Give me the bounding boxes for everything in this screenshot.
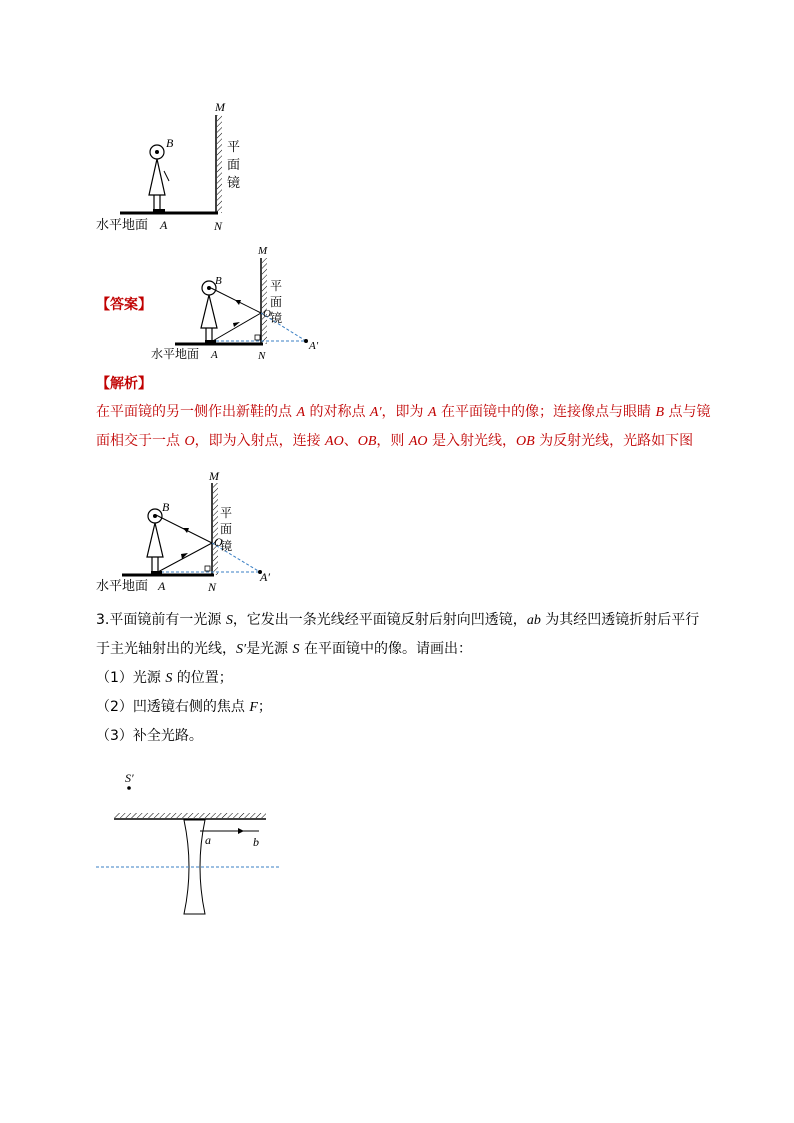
label-ground: 水平地面 (96, 217, 149, 232)
text-run: 为其经凹透镜折射后平行 (540, 612, 700, 628)
var-A: A (428, 405, 437, 420)
var-OB: OB (357, 434, 377, 449)
label-mirror-3: 镜 (220, 539, 233, 553)
var-S: S (292, 642, 300, 657)
text-run: 面相交于一点 (96, 433, 185, 449)
figure-2-diagram (145, 238, 330, 363)
label-A: A (158, 579, 166, 593)
analysis-line-1 (96, 398, 716, 427)
label-N: N (214, 219, 223, 233)
label-mirror-1: 平 (270, 279, 283, 293)
label-mirror-2: 面 (270, 295, 283, 309)
text-run: 的对称点 (305, 404, 370, 420)
girl-figure (149, 145, 169, 212)
question-item-3: （3）补全光路。 (96, 728, 203, 744)
answer-label: 【答案】 (96, 297, 152, 313)
text-run: 于主光轴射出的光线， (96, 641, 236, 657)
label-ground: 水平地面 (96, 578, 149, 593)
label-B: B (162, 500, 170, 514)
question-line-2 (96, 635, 716, 664)
var-F: F (249, 700, 258, 715)
text-run: ，则 (376, 433, 409, 449)
question-3 (96, 606, 716, 750)
mirror-hatch (262, 258, 267, 344)
text-run: ，它发出一条光线经平面镜反射后射向凹透镜， (232, 612, 527, 628)
label-mirror-1: 平 (220, 506, 233, 520)
text-run: 、 (343, 433, 358, 449)
label-M: M (215, 100, 225, 114)
right-angle-mark (255, 335, 260, 340)
girl-figure (147, 509, 163, 574)
figure-3-diagram (90, 463, 290, 598)
question-item-2 (96, 693, 716, 722)
label-A: A (160, 218, 168, 232)
ray-ab-arrow (238, 828, 244, 834)
text-run: 在平面镜的另一侧作出新鞋的点 (96, 404, 297, 420)
text-run: （2）凹透镜右侧的焦点 (96, 699, 250, 715)
var-AO: AO (325, 434, 344, 449)
label-b: b (253, 835, 259, 849)
text-run: 是入射光线， (427, 433, 516, 449)
label-N: N (258, 350, 266, 362)
var-S-prime: S′ (236, 642, 247, 657)
label-S-prime: S′ (125, 771, 134, 785)
text-run: （1）光源 (96, 670, 166, 686)
label-mirror-2: 面 (227, 157, 241, 172)
image-point (304, 339, 308, 343)
label-A: A (211, 349, 218, 361)
analysis-line-2 (96, 427, 716, 456)
label-a: a (205, 833, 211, 847)
label-ground: 水平地面 (151, 347, 200, 361)
text-run: 3.平面镜前有一光源 (96, 612, 226, 628)
label-B: B (166, 136, 174, 150)
label-O: O (263, 308, 271, 320)
figure-4-diagram (90, 763, 290, 923)
incident-ray (211, 313, 261, 342)
label-M: M (209, 469, 219, 483)
label-A-prime: A′ (260, 570, 270, 584)
mirror-hatch (114, 813, 266, 818)
var-AO: AO (408, 434, 428, 449)
analysis-label: 【解析】 (96, 376, 152, 392)
label-B: B (215, 275, 222, 287)
text-run: ； (257, 699, 272, 715)
label-N: N (208, 580, 217, 594)
label-mirror-1: 平 (227, 139, 241, 154)
label-M: M (258, 245, 268, 257)
var-OB: OB (515, 434, 535, 449)
var-B: B (655, 405, 665, 420)
right-angle-mark (205, 566, 210, 571)
text-run: 在平面镜中的像；连接像点与眼睛 (436, 404, 656, 420)
var-S: S (225, 613, 233, 628)
question-item-1 (96, 664, 716, 693)
question-line-1 (96, 606, 716, 635)
label-mirror-3: 镜 (270, 311, 283, 325)
label-O: O (214, 535, 223, 549)
var-S: S (165, 671, 173, 686)
incident-ray (156, 543, 212, 573)
text-run: 点与镜 (664, 404, 711, 420)
label-mirror-2: 面 (220, 522, 233, 536)
var-A-prime: A′ (369, 405, 382, 420)
var-ab: ab (526, 613, 541, 628)
text-run: 为反射光线，光路如下图 (534, 433, 694, 449)
text-run: 在平面镜中的像。请画出： (299, 641, 472, 657)
image-point-S-prime (127, 786, 131, 790)
figure-1-diagram (90, 95, 270, 240)
mirror-hatch (213, 483, 218, 575)
var-A: A (296, 405, 306, 420)
analysis-text (96, 398, 716, 456)
text-run: ，即为 (381, 404, 428, 420)
label-mirror-3: 镜 (227, 175, 241, 190)
text-run: ，即为入射点，连接 (194, 433, 326, 449)
label-A-prime: A′ (309, 340, 319, 352)
var-O: O (184, 434, 195, 449)
mirror-hatch (217, 115, 222, 213)
text-run: 的位置； (172, 670, 233, 686)
text-run: 是光源 (246, 641, 293, 657)
